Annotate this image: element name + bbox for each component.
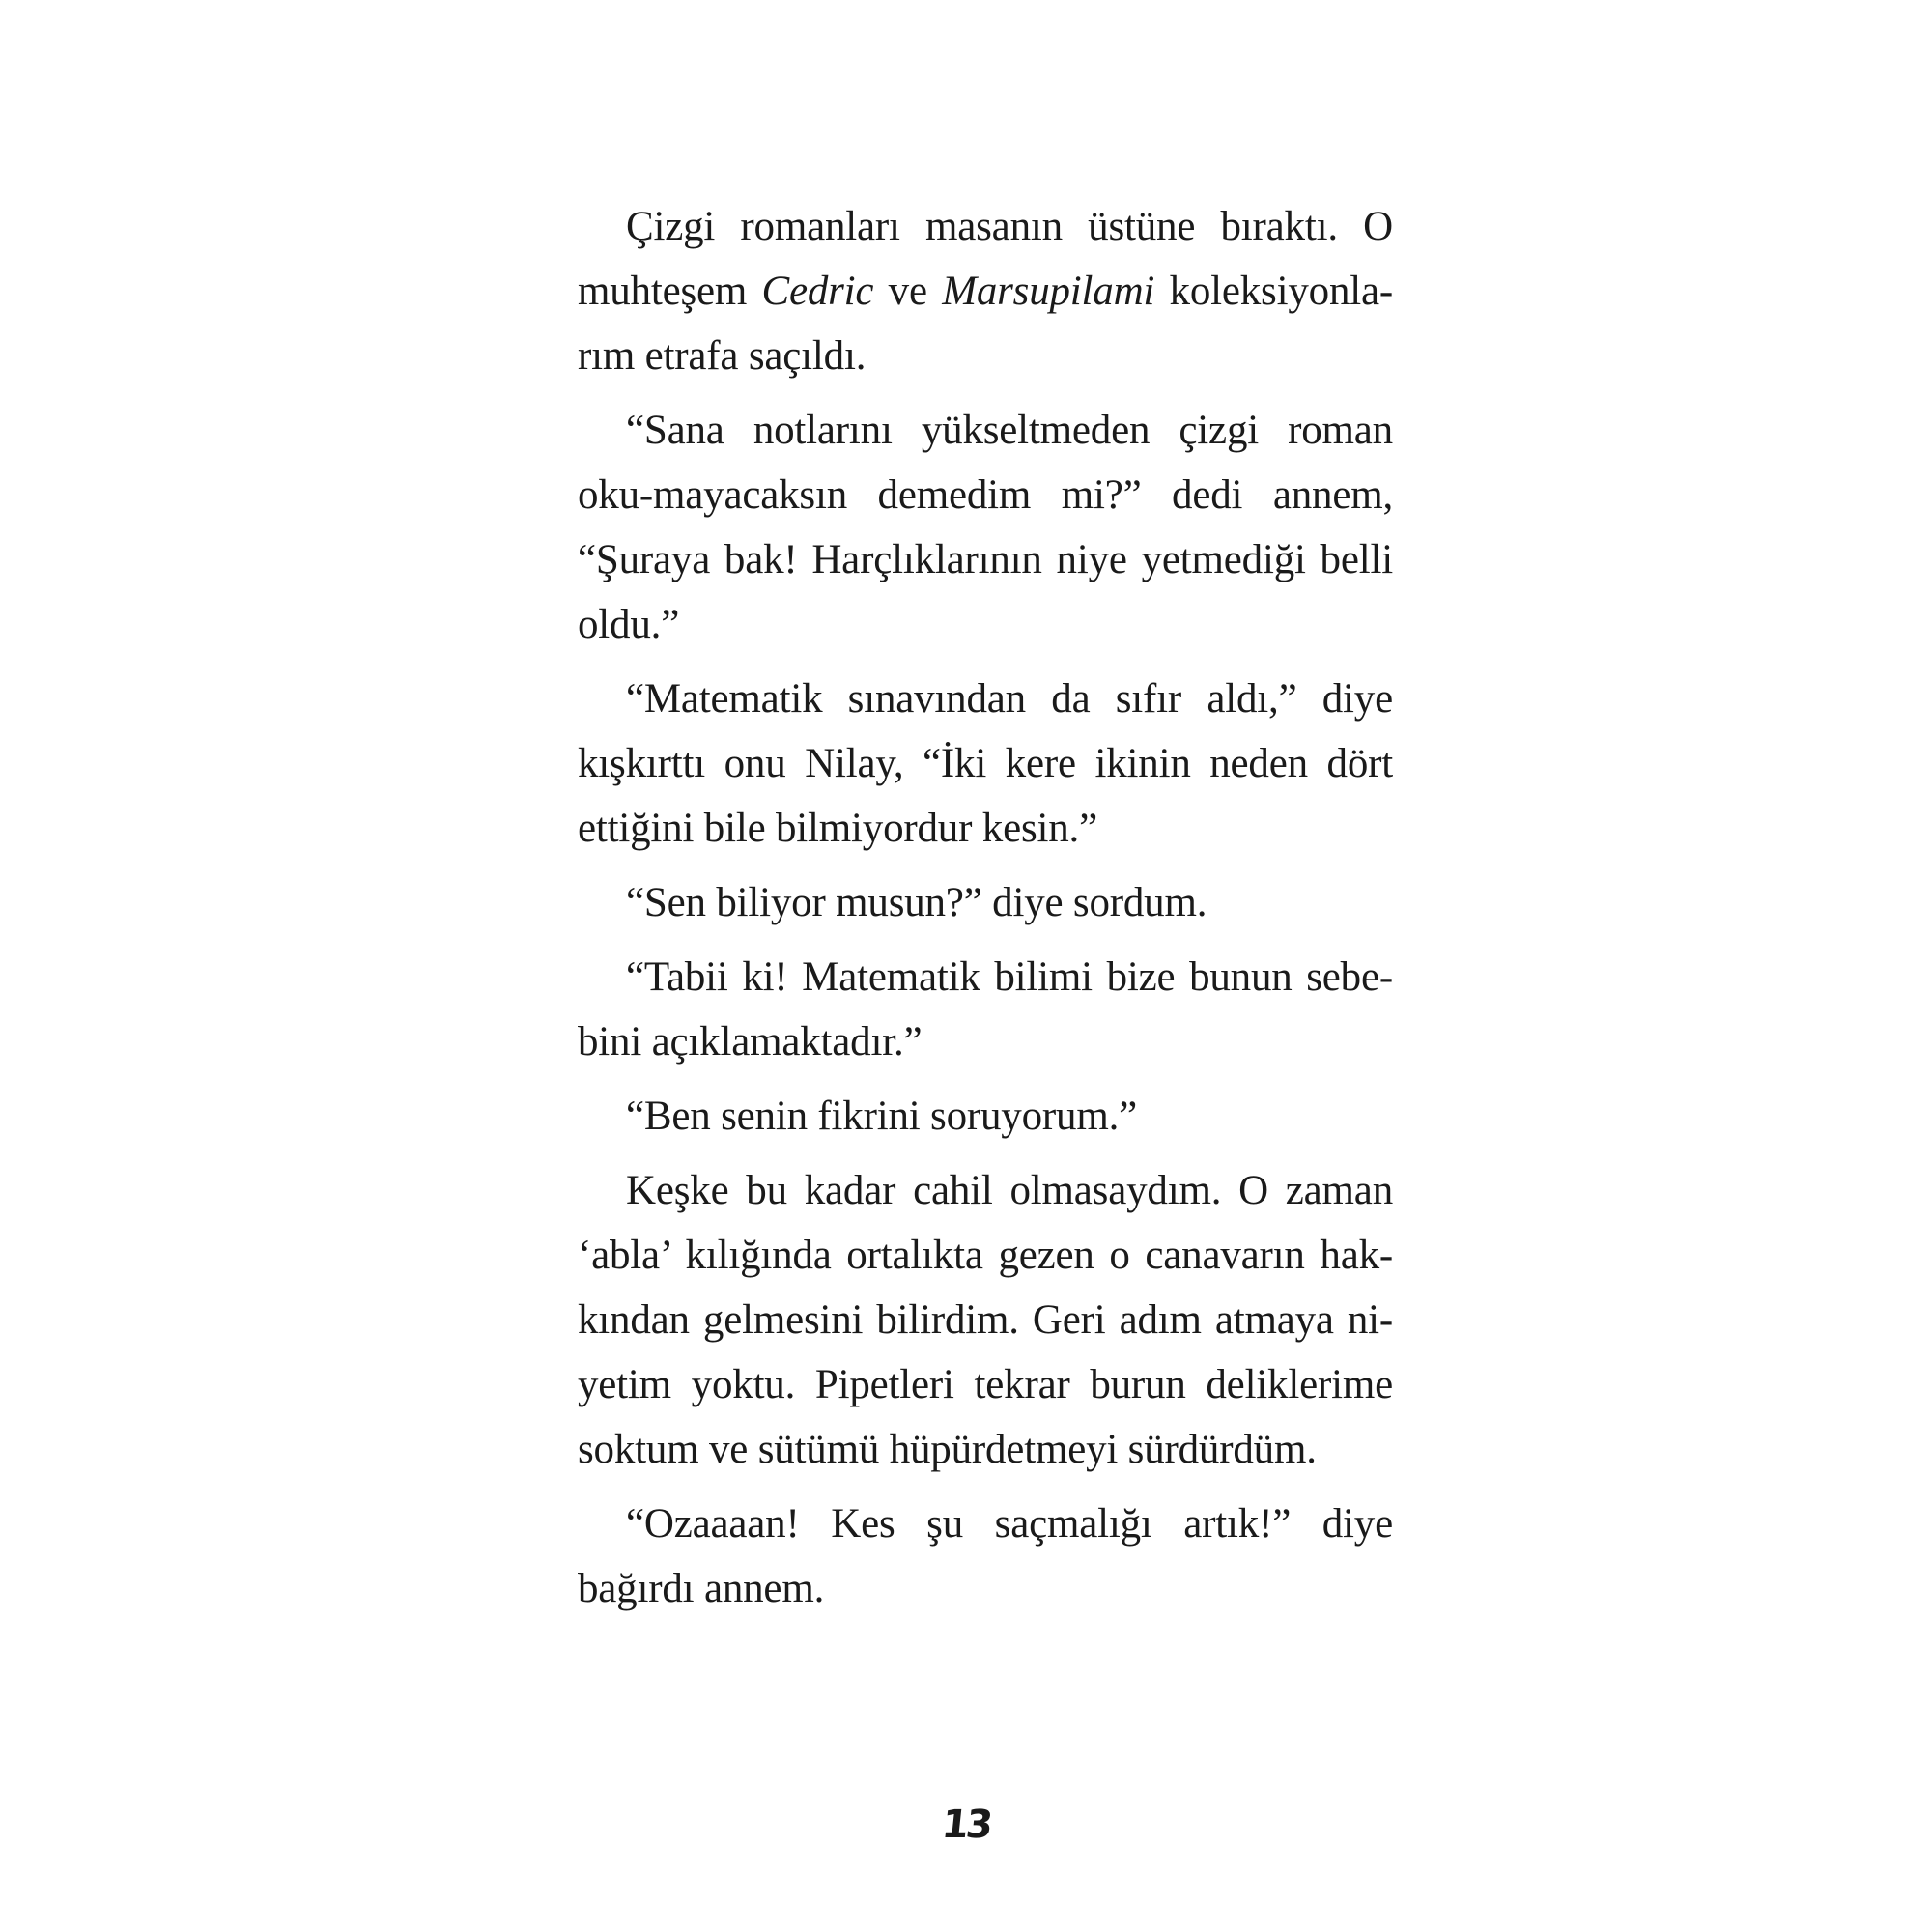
paragraph (578, 945, 1393, 1074)
paragraph (578, 398, 1393, 657)
text-run: Keşke bu kadar cahil olmasaydım. O zaman ‘abla’ kılığında ortalıkta gezen o canavarın hak-​kından gelmesini bilirdim. Geri adım atmaya ni-​yetim yoktu. Pipetleri tekrar burun deliklerime soktum ve sütümü hüpürdetmeyi sürdürdüm. (578, 1168, 1393, 1472)
text-run: ve (873, 269, 943, 314)
text-run: “Ben senin fikrini soruyorum.” (626, 1094, 1138, 1139)
paragraph (578, 194, 1393, 388)
body-text (578, 194, 1393, 1621)
book-title-marsupilami: Marsupilami (942, 269, 1155, 314)
book-title-cedric: Cedric (761, 269, 874, 314)
text-run: “Ozaaaan! Kes şu saçmalığı artık!” diye bağırdı annem. (578, 1501, 1393, 1611)
text-run: “Tabii ki! Matematik bilimi bize bunun sebe-​bini açıklamaktadır.” (578, 954, 1393, 1065)
text-run: “Sana notlarını yükseltmeden çizgi roman oku-​mayacaksın demedim mi?” dedi annem, “Şuraya bak! Harçlıklarının niye yetmediği belli oldu.” (578, 408, 1393, 647)
paragraph (578, 1084, 1393, 1149)
text-run: koleksiyonla-​rım etrafa saçıldı. (578, 269, 1393, 379)
text-run: “Matematik sınavından da sıfır aldı,” diye kışkırttı onu Nilay, “İki kere ikinin neden dört ettiğini bile bilmiyordur kesin.” (578, 676, 1393, 851)
paragraph (578, 1492, 1393, 1621)
text-run: “Sen biliyor musun?” diye sordum. (626, 880, 1208, 925)
page-number: 13 (939, 1803, 993, 1847)
text-run: Çizgi romanları masanın üstüne bıraktı. O muhteşem (578, 204, 1393, 314)
paragraph (578, 870, 1393, 935)
paragraph (578, 667, 1393, 861)
paragraph (578, 1158, 1393, 1482)
